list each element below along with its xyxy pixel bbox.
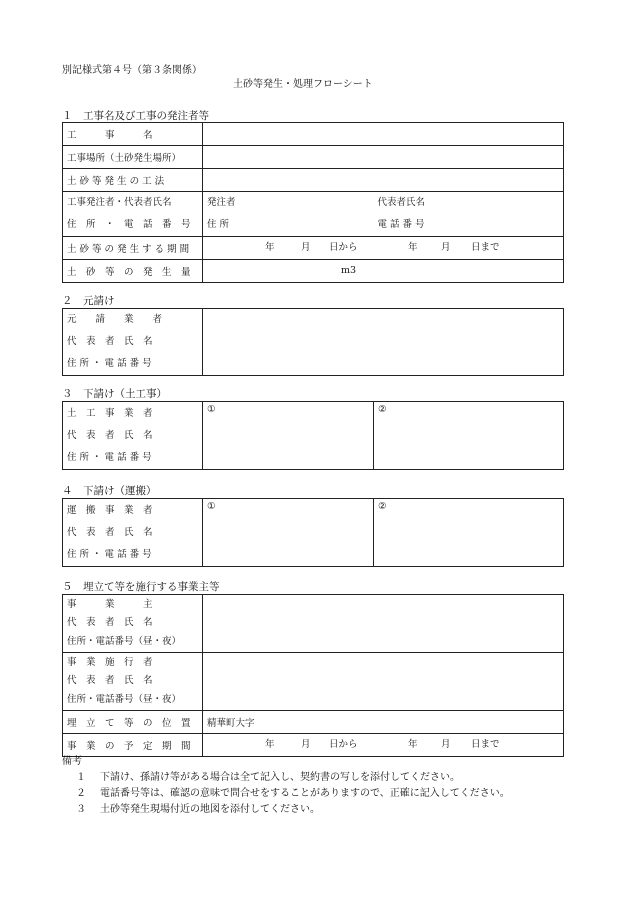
circled-two: ② (378, 404, 387, 415)
section2-heading: ２ 元請け (62, 295, 115, 307)
label-owner (63, 595, 203, 653)
period-year-to: 年 (408, 242, 418, 253)
label-schedule: 事 業 の 予 定 期 間 (63, 734, 203, 757)
field-earthwork-2[interactable] (374, 402, 564, 470)
label-koji-place: 工事場所（土砂発生場所） (63, 146, 203, 169)
field-owner[interactable] (203, 595, 564, 653)
label-earthwork-address: 住 所 ・ 電 話 番 号 (67, 451, 152, 463)
label-business-owner: 事 業 主 (67, 598, 153, 610)
section3-heading: ３ 下請け（土工事） (62, 388, 167, 400)
label-period: 土 砂 等 の 発 生 す る 期 間 (63, 237, 203, 260)
label-prime-rep: 代 表 者 氏 名 (67, 336, 153, 347)
field-koji-name[interactable] (203, 123, 564, 146)
note-item (76, 805, 320, 815)
field-period[interactable] (203, 237, 564, 260)
field-operator[interactable] (203, 653, 564, 711)
field-transport-2[interactable] (374, 499, 564, 567)
field-representative[interactable] (374, 192, 564, 237)
period-month-to: 月 (441, 242, 451, 253)
field-koji-place[interactable] (203, 146, 564, 169)
circled-one: ① (207, 404, 216, 415)
schedule-year-to: 年 (408, 739, 418, 750)
period-year-from: 年 (265, 242, 275, 253)
note-item (76, 773, 460, 783)
form-title: 土砂等発生・処理フローシート (233, 79, 373, 90)
circled-one: ① (207, 501, 216, 512)
note-text: 土砂等発生現場付近の地図を添付してください。 (100, 804, 320, 815)
schedule-day-from: 日から (329, 739, 358, 750)
notes-heading: 備考 (62, 756, 82, 767)
label-transport-rep: 代 表 者 氏 名 (67, 526, 153, 538)
label-earthwork-contractor: 土 工 事 業 者 (67, 407, 153, 419)
section4-heading: ４ 下請け（運搬） (62, 485, 157, 497)
section5-table (62, 594, 564, 757)
label-contractor (63, 309, 203, 376)
circled-two: ② (378, 501, 387, 512)
location-value: 精華町大字 (207, 718, 255, 729)
amount-unit: m3 (341, 265, 357, 276)
section2-table (62, 308, 564, 376)
label-amount: 土 砂 等 の 発 生 量 (63, 260, 203, 283)
field-prime-contractor[interactable] (203, 309, 564, 376)
schedule-month-from: 月 (301, 739, 311, 750)
note-text: 下請け、孫請け等がある場合は全て記入し、契約書の写しを添付してください。 (100, 772, 460, 783)
label-owner-rep: 代 表 者 氏 名 (67, 617, 153, 629)
label-orderer-address: 住 所 ・ 電 話 番 号 (67, 219, 191, 230)
label-prime-address: 住 所 ・ 電 話 番 号 (67, 358, 152, 369)
section5-heading: ５ 埋立て等を施行する事業主等 (62, 581, 220, 593)
field-transport-1[interactable] (203, 499, 374, 567)
label-operator-rep: 代 表 者 氏 名 (67, 675, 153, 687)
field-orderer[interactable] (203, 192, 374, 237)
label-operator-address: 住所・電話番号（昼・夜） (67, 693, 182, 705)
label-owner-address: 住所・電話番号（昼・夜） (67, 635, 182, 647)
section4-table (62, 498, 564, 567)
note-text: 電話番号等は、確認の意味で問合せをすることがありますので、正確に記入してください。 (100, 788, 510, 799)
label-koho: 土 砂 等 発 生 の 工 法 (63, 169, 203, 192)
label-transport-contractor: 運 搬 事 業 者 (67, 504, 153, 516)
field-schedule[interactable] (203, 734, 564, 757)
field-koho[interactable] (203, 169, 564, 192)
period-day-to: 日まで (471, 242, 500, 253)
address-label: 住 所 (207, 219, 230, 230)
schedule-day-to: 日まで (471, 739, 500, 750)
label-operator (63, 653, 203, 711)
label-orderer (63, 192, 203, 237)
schedule-year-from: 年 (265, 739, 275, 750)
orderer-label: 発注者 (207, 197, 236, 208)
period-month-from: 月 (301, 242, 311, 253)
form-number: 別記様式第４号（第３条関係） (62, 65, 202, 76)
field-location[interactable] (203, 711, 564, 734)
label-orderer-name: 工事発注者・代表者氏名 (67, 197, 172, 208)
section1-heading: １ 工事名及び工事の発注者等 (62, 110, 209, 122)
section1-table (62, 122, 564, 283)
note-number: ３ (76, 804, 86, 815)
note-item (76, 789, 510, 799)
tel-label: 電 話 番 号 (377, 219, 425, 230)
rep-name-label: 代表者氏名 (377, 197, 426, 208)
label-sub-transport (63, 499, 203, 567)
field-amount[interactable] (203, 260, 564, 283)
note-number: ２ (76, 788, 86, 799)
label-sub-earthwork (63, 402, 203, 470)
label-earthwork-rep: 代 表 者 氏 名 (67, 429, 153, 441)
field-earthwork-1[interactable] (203, 402, 374, 470)
schedule-month-to: 月 (441, 739, 451, 750)
label-business-operator: 事 業 施 行 者 (67, 656, 153, 668)
label-transport-address: 住 所 ・ 電 話 番 号 (67, 548, 152, 560)
note-number: １ (76, 772, 86, 783)
label-location: 埋 立 て 等 の 位 置 (63, 711, 203, 734)
label-koji-name: 工 事 名 (63, 123, 203, 146)
label-prime-contractor: 元 請 業 者 (67, 314, 163, 325)
section3-table (62, 401, 564, 470)
period-day-from: 日から (329, 242, 358, 253)
